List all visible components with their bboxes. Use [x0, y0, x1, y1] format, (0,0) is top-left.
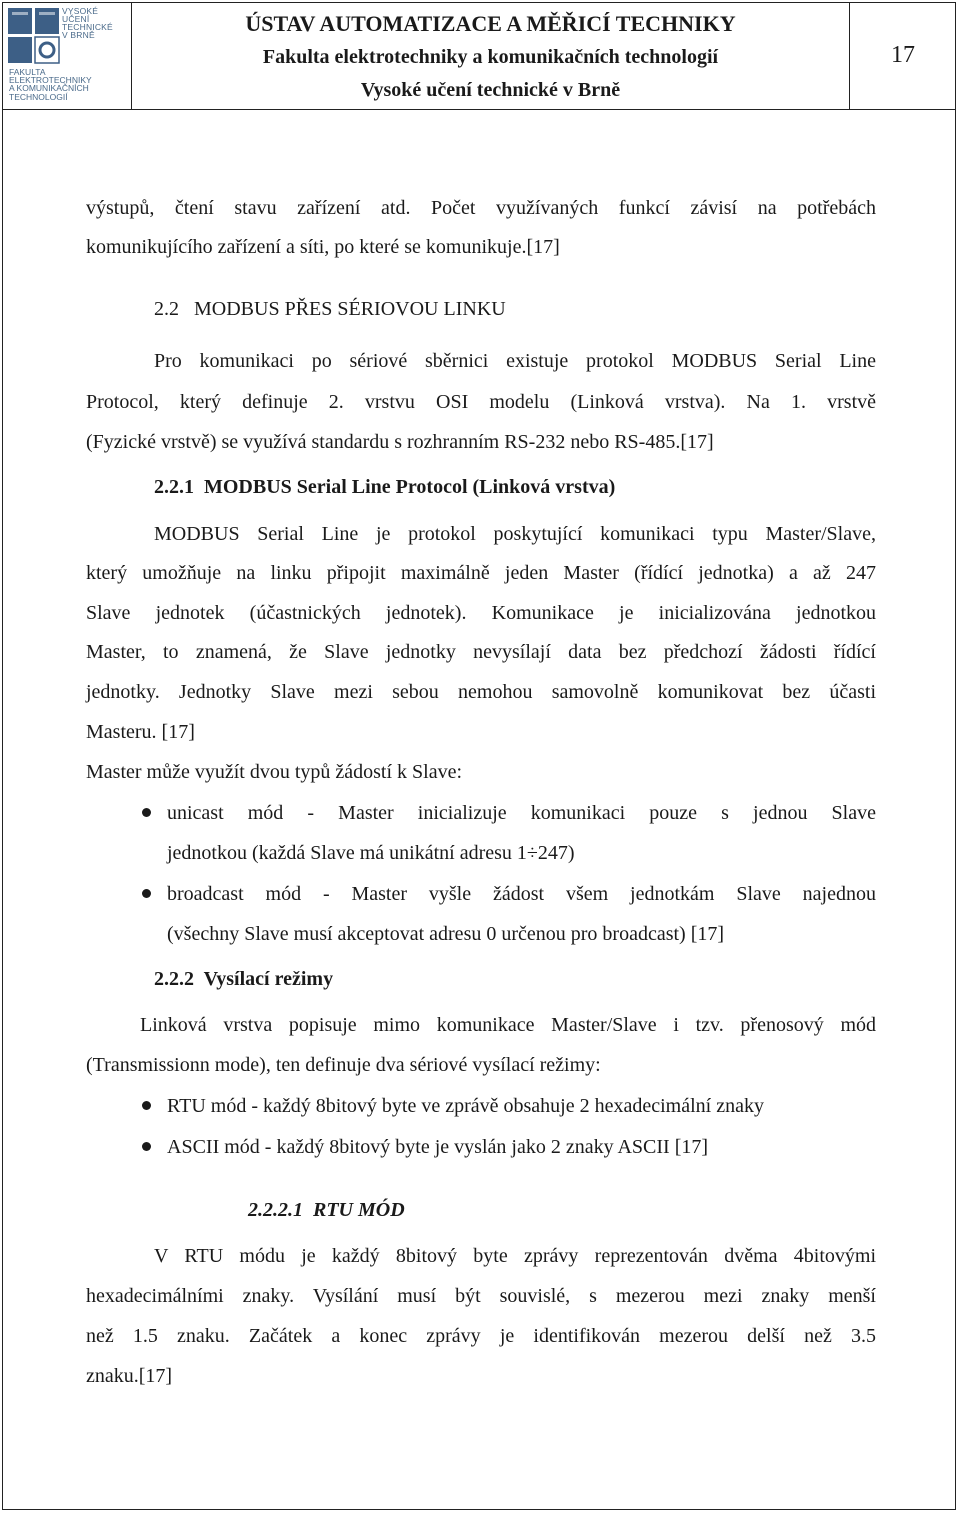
- paragraph-line: znaku.[17]: [86, 1365, 173, 1387]
- paragraph-line: Master může využít dvou typů žádostí k Slave:: [86, 761, 463, 783]
- university-name: Vysoké učení technické v Brně: [360, 79, 621, 101]
- bullet-icon: [142, 889, 151, 898]
- paragraph-line: Linková vrstva popisuje mimo komunikace Master/Slave i tzv. přenosový mód: [140, 1014, 876, 1036]
- paragraph-line: Master, to znamená, že Slave jednotky nevysílají data bez předchozí žádosti řídící: [86, 641, 876, 663]
- section-heading: 2.2 MODBUS PŘES SÉRIOVOU LINKU: [154, 298, 506, 320]
- paragraph-line: Slave jednotek (účastnických jednotek). Komunikace je inicializována jednotkou: [86, 602, 876, 624]
- paragraph-line: V RTU módu je každý 8bitový byte zprávy reprezentován dvěma 4bitovými: [154, 1245, 876, 1267]
- paragraph-line: Protocol, který definuje 2. vrstvu OSI modelu (Linková vrstva). Na 1. vrstvě: [86, 391, 876, 413]
- paragraph-line: Pro komunikaci po sériové sběrnici existuje protokol MODBUS Serial Line: [154, 350, 876, 372]
- page-header: [2, 2, 956, 110]
- logo-faculty-text: FAKULTA ELEKTROTECHNIKY A KOMUNIKAČNÍCH TECHNOLOGIÍ: [9, 67, 92, 102]
- logo-university-text: VYSOKÉ UČENÍ TECHNICKÉ V BRNĚ: [62, 6, 113, 40]
- subsection-heading: 2.2.2 Vysílací režimy: [154, 968, 334, 990]
- list-item: unicast mód - Master inicializuje komunikaci pouze s jednou Slave: [167, 802, 876, 824]
- paragraph-line: hexadecimálními znaky. Vysílání musí být souvislé, s mezerou mezi znaky menší: [86, 1285, 876, 1307]
- institute-name: ÚSTAV AUTOMATIZACE A MĚŘICÍ TECHNIKY: [245, 11, 736, 36]
- paragraph-line: (Fyzické vrstvě) se využívá standardu s rozhranním RS-232 nebo RS-485.[17]: [86, 431, 714, 453]
- paragraph-line: který umožňuje na linku připojit maximálně jeden Master (řídící jednotka) a až 247: [86, 562, 876, 584]
- faculty-name: Fakulta elektrotechniky a komunikačních technologií: [262, 46, 719, 68]
- list-item: broadcast mód - Master vyšle žádost všem jednotkám Slave najednou: [167, 883, 876, 905]
- faculty-logo: [2, 2, 132, 109]
- list-item: (všechny Slave musí akceptovat adresu 0 určenou pro broadcast) [17]: [167, 923, 725, 945]
- bullet-icon: [142, 1142, 151, 1151]
- subsubsection-heading: 2.2.2.1 RTU MÓD: [248, 1199, 405, 1221]
- bullet-icon: [142, 808, 151, 817]
- paragraph-line: (Transmissionn mode), ten definuje dva sériové vysílací režimy:: [86, 1054, 601, 1076]
- header-title-block: [132, 2, 850, 109]
- paragraph-line: jednotky. Jednotky Slave mezi sebou nemohou samovolně komunikovat bez účasti: [86, 681, 876, 703]
- paragraph-line: Masteru. [17]: [86, 721, 195, 743]
- subsection-heading: 2.2.1 MODBUS Serial Line Protocol (Linková vrstva): [154, 476, 616, 498]
- page-number: 17: [891, 42, 915, 68]
- bullet-icon: [142, 1101, 151, 1110]
- list-item: RTU mód - každý 8bitový byte ve zprávě obsahuje 2 hexadecimální znaky: [167, 1095, 764, 1117]
- paragraph-line: než 1.5 znaku. Začátek a konec zprávy je identifikován mezerou delší než 3.5: [86, 1325, 876, 1347]
- paragraph-line: výstupů, čtení stavu zařízení atd. Počet využívaných funkcí závisí na potřebách: [86, 197, 876, 219]
- paragraph-line: MODBUS Serial Line je protokol poskytující komunikaci typu Master/Slave,: [154, 523, 876, 545]
- list-item: ASCII mód - každý 8bitový byte je vyslán jako 2 znaky ASCII [17]: [167, 1136, 709, 1158]
- paragraph-line: komunikujícího zařízení a síti, po které se komunikuje.[17]: [86, 236, 560, 258]
- list-item: jednotkou (každá Slave má unikátní adresu 1÷247): [167, 842, 575, 864]
- logo-grid-icon: [8, 8, 60, 66]
